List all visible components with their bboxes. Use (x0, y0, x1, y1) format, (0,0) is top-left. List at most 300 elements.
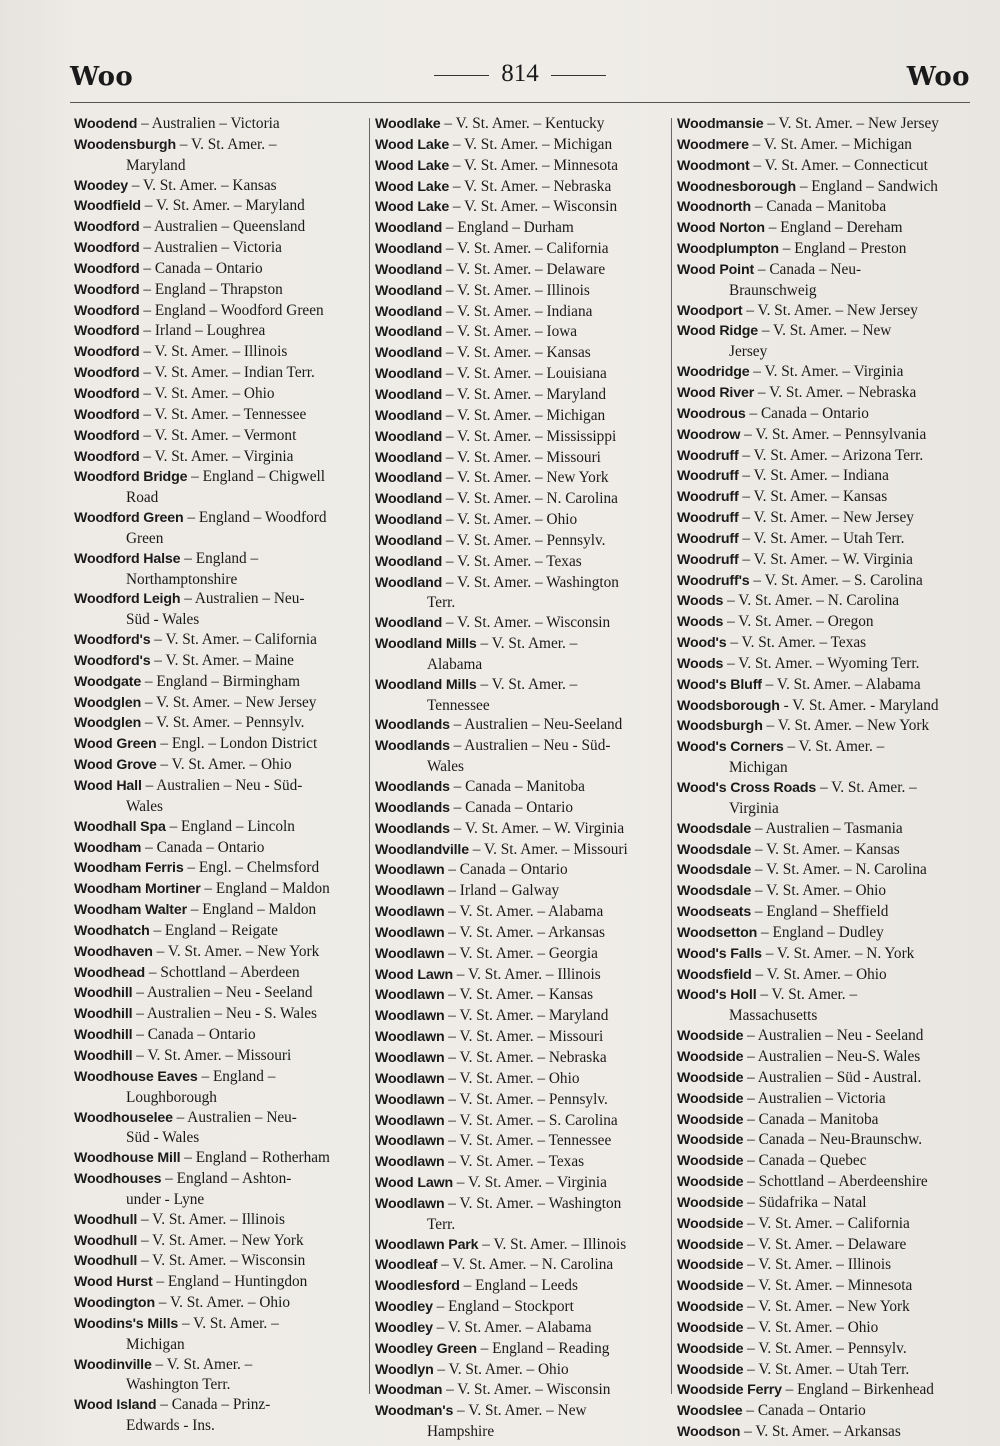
entry-location: – V. St. Amer. – Ohio (751, 882, 887, 900)
entry-continuation: Wales (126, 797, 163, 815)
entry-headword: Woodlands (375, 799, 450, 816)
entry-headword: Woodford (74, 365, 140, 382)
entry-location: – England – Lincoln (165, 817, 295, 835)
entry-location: – V. St. Amer. – Ohio (139, 384, 275, 402)
entry-location: – V. St. Amer. – New (758, 322, 892, 340)
entry-headword: Wood Island (74, 1397, 157, 1414)
entry-headword: Woodford's (74, 632, 151, 649)
list-item (375, 406, 675, 427)
entry-location: – England – (197, 1067, 276, 1085)
list-item (74, 238, 374, 259)
list-item (74, 776, 374, 817)
list-item (375, 736, 675, 777)
entry-headword: Wood's Bluff (677, 676, 762, 693)
list-item (677, 1089, 977, 1110)
list-item (375, 1090, 675, 1111)
list-item (74, 447, 374, 468)
entry-location: – V. St. Amer. – N. Carolina (442, 490, 618, 508)
entry-location: – Australien – Neu - S. Wales (132, 1005, 318, 1023)
entry-location: – V. St. Amer. – Wisconsin (442, 1381, 611, 1399)
list-item (677, 1172, 977, 1193)
list-item (74, 1004, 374, 1025)
entry-headword: Woodland (375, 428, 443, 445)
entry-location: – V. St. Amer. – Kentucky (440, 115, 605, 132)
entry-location: – V. St. Amer. – Texas (444, 1153, 585, 1171)
entry-headword: Woodford (74, 385, 140, 402)
list-item (375, 1360, 675, 1381)
list-item (74, 1355, 374, 1396)
entry-location: – V. St. Amer. – Pennsylv. (743, 1339, 907, 1357)
entry-location: – V. St. Amer. – Ohio (442, 511, 578, 529)
entry-location: – V. St. Amer. – Missouri (132, 1046, 292, 1064)
entry-location: – V. St. Amer. – Indiana (738, 467, 889, 485)
list-item (375, 902, 675, 923)
entry-location: – V. St. Amer. – Missouri (444, 1028, 604, 1046)
entry-headword: Woodhall Spa (74, 818, 166, 835)
entry-headword: Woodford (74, 219, 140, 236)
entry-headword: Woodford (74, 240, 140, 257)
entry-headword: Woodlawn (375, 1008, 445, 1025)
list-item (677, 737, 977, 778)
entry-headword: Woodland Mills (375, 676, 477, 693)
entry-headword: Woodland (375, 345, 443, 362)
list-item (677, 404, 977, 425)
entry-location: – Australien – Victoria (137, 115, 280, 132)
list-item (375, 552, 675, 573)
entry-headword: Woodnesborough (677, 178, 796, 195)
entry-location: – V. St. Amer. – Washington (442, 573, 619, 591)
list-item (74, 672, 374, 693)
entry-location: – V. St. Amer. – Ohio (444, 1069, 580, 1087)
list-item (677, 819, 977, 840)
list-item (74, 1314, 374, 1355)
list-item (74, 1067, 374, 1108)
entry-headword: Woodinville (74, 1356, 152, 1373)
list-item (74, 651, 374, 672)
list-item (677, 944, 977, 965)
entry-location: – V. St. Amer. – Kansas (442, 344, 591, 362)
entry-location: – Engl. – Chelmsford (183, 859, 320, 877)
entry-headword: Wood's Falls (677, 945, 762, 962)
entry-location: – V. St. Amer. – Georgia (444, 944, 598, 962)
entry-location: – England – Maldon (200, 880, 330, 898)
entry-headword: Woodsburgh (677, 718, 763, 735)
entry-location: – V. St. Amer. – Vermont (139, 426, 297, 444)
list-item (74, 508, 374, 549)
list-item (74, 384, 374, 405)
column-1 (74, 114, 374, 1436)
entry-headword: Woodington (74, 1295, 155, 1312)
entry-location: – England – (180, 549, 259, 567)
entry-location: – Canada – Prinz- (156, 1396, 271, 1414)
entry-headword: Wood Hall (74, 778, 142, 794)
entry-location: – V. St. Amer. – Tennessee (444, 1132, 612, 1150)
entry-headword: Woodhull (74, 1253, 138, 1270)
entry-headword: Woodhill (74, 985, 133, 1002)
entry-location: – V. St. Amer. – Michigan (449, 135, 613, 153)
entry-headword: Woodside (677, 1215, 744, 1232)
list-item (677, 1214, 977, 1235)
entry-location: – V. St. Amer. – (476, 675, 578, 693)
list-item (677, 1380, 977, 1401)
entry-headword: Woodlands (375, 779, 450, 795)
list-item (74, 259, 374, 280)
entry-headword: Woodfield (74, 198, 141, 215)
entry-location: – V. St. Amer. – Louisiana (442, 365, 607, 383)
entry-headword: Woodsdale (677, 862, 752, 879)
list-item (677, 716, 977, 737)
list-item (375, 881, 675, 902)
entry-headword: Woodham Mortiner (74, 881, 201, 898)
entry-location: – V. St. Amer. – Pennsylv. (444, 1090, 608, 1108)
entry-headword: Wood Lawn (375, 966, 453, 983)
entry-headword: Woodman (375, 1382, 443, 1399)
list-item (677, 1235, 977, 1256)
entry-location: – V. St. Amer. – Indian Terr. (139, 364, 315, 382)
entry-headword: Woodford (74, 281, 140, 298)
entry-location: – England – Dereham (764, 219, 903, 237)
list-item (375, 343, 675, 364)
entry-location: – V. St. Amer. – Texas (442, 552, 582, 570)
entry-headword: Woods (677, 655, 724, 672)
list-item (677, 425, 977, 446)
list-item (677, 1130, 977, 1151)
entry-headword: Woodlawn (375, 987, 445, 1004)
list-item (375, 1027, 675, 1048)
entry-location: – Canada – Ontario (139, 259, 263, 277)
entry-headword: Woodford Leigh (74, 591, 181, 608)
entry-location: – V. St. Amer. – Michigan (748, 135, 912, 153)
entry-location: – Canada – Neu-Braunschw. (743, 1131, 923, 1149)
entry-headword: Wood Grove (74, 757, 157, 774)
list-item (74, 693, 374, 714)
entry-location: – V. St. Amer. – Maryland (442, 385, 606, 403)
entry-headword: Woodhill (74, 1047, 133, 1064)
list-item (375, 715, 675, 736)
entry-location: – V. St. Amer. – New Jersey (141, 693, 317, 711)
list-item (375, 777, 675, 798)
list-item (677, 114, 977, 135)
list-item (375, 1069, 675, 1090)
list-item (677, 1422, 977, 1443)
list-item (677, 860, 977, 881)
entry-location: – Australien – Neu - Süd- (141, 777, 303, 794)
list-item (375, 510, 675, 531)
list-item (677, 1193, 977, 1214)
entry-location: – V. St. Amer. – Washington (444, 1194, 622, 1212)
entry-headword: Woodside (677, 1090, 744, 1107)
entry-location: – V. St. Amer. – (175, 135, 277, 153)
entry-location: – Canada – Ontario (742, 1402, 866, 1420)
entry-location: – Canada – Manitoba (743, 1110, 879, 1128)
list-item (74, 1148, 374, 1169)
entry-headword: Woodsetton (677, 924, 758, 941)
entry-location: – V. St. Amer. – Maine (150, 651, 294, 669)
entry-location: – V. St. Amer. – W. Virginia (449, 819, 625, 837)
list-item (74, 630, 374, 651)
entry-headword: Woodsfield (677, 966, 752, 983)
dash-left (434, 75, 489, 76)
entry-headword: Woodlesford (375, 1278, 460, 1295)
entry-headword: Woodhouse Eaves (74, 1068, 198, 1085)
list-item (677, 1255, 977, 1276)
entry-headword: Woodford (74, 302, 140, 319)
entry-headword: Wood's Holl (677, 987, 757, 1004)
entry-headword: Woodside (677, 1111, 744, 1128)
entry-continuation: Washington Terr. (126, 1376, 231, 1394)
entry-location: – V. St. Amer. – Virginia (452, 1174, 607, 1192)
entry-headword: Woodnorth (677, 199, 752, 216)
entry-headword: Woodham Walter (74, 902, 187, 919)
entry-location: – V. St. Amer. – Arkansas (444, 923, 605, 941)
list-item (677, 156, 977, 177)
list-item (375, 1194, 675, 1235)
entry-continuation: Road (126, 489, 159, 507)
entry-location: – V. St. Amer. – Mississippi (442, 427, 617, 445)
list-item (677, 881, 977, 902)
entry-headword: Woodland (375, 553, 443, 570)
list-item (677, 260, 977, 301)
entry-headword: Woodside (677, 1174, 744, 1191)
list-item (375, 613, 675, 634)
list-item (677, 1276, 977, 1297)
entry-continuation: Michigan (729, 759, 788, 777)
entry-location: – Australien – Tasmania (751, 819, 903, 837)
entry-location: – V. St. Amer. – Wyoming Terr. (723, 654, 920, 672)
entry-headword: Woodside (677, 1257, 744, 1274)
entry-continuation: Massachusetts (729, 1007, 818, 1025)
entry-headword: Woodland (375, 303, 443, 320)
entry-location: – V. St. Amer. – (476, 635, 578, 653)
entry-location: – Canada – Quebec (743, 1152, 867, 1170)
entry-location: – V. St. Amer. – Delaware (442, 260, 606, 278)
entry-location: – V. St. Amer. – Utah Terr. (743, 1360, 910, 1378)
list-item (375, 1235, 675, 1256)
entry-headword: Woodside Ferry (677, 1382, 782, 1399)
entry-continuation: Wales (427, 758, 464, 776)
entry-location: – England – Stockport (432, 1298, 574, 1316)
entry-location: – V. St. Amer. – Nebraska (449, 177, 612, 195)
page-number: 814 (501, 60, 539, 87)
list-item (375, 573, 675, 614)
entry-headword: Woodland (375, 512, 443, 529)
list-item (74, 363, 374, 384)
list-item (677, 177, 977, 198)
entry-headword: Woodruff (677, 489, 739, 506)
entry-headword: Woodley Green (375, 1340, 477, 1357)
list-item (74, 713, 374, 734)
entry-location: – V. St. Amer. – Michigan (442, 406, 606, 424)
list-item (74, 1025, 374, 1046)
entry-headword: Woodruff (677, 510, 739, 527)
entry-location: – V. St. Amer. – California (150, 631, 317, 649)
entry-location: – Australien – Victoria (139, 239, 282, 257)
entry-headword: Woodruff (677, 530, 739, 547)
list-item (74, 755, 374, 776)
entry-continuation: Tennessee (427, 696, 490, 714)
entry-headword: Woodford Green (74, 510, 184, 527)
list-item (375, 364, 675, 385)
entry-headword: Woodgate (74, 673, 142, 690)
list-item (375, 281, 675, 302)
list-item (677, 1151, 977, 1172)
entry-location: – V. St. Amer. – New (453, 1402, 587, 1420)
entry-headword: Woodlandville (375, 841, 469, 858)
list-item (74, 196, 374, 217)
entry-headword: Woodford (74, 344, 140, 361)
list-item (375, 1297, 675, 1318)
entry-headword: Woodland (375, 366, 443, 383)
entry-continuation: Edwards - Ins. (126, 1417, 215, 1435)
entry-headword: Woodseats (677, 904, 752, 921)
entry-headword: Woodmont (677, 157, 750, 174)
list-item (677, 1401, 977, 1422)
entry-headword: Woodland (375, 282, 443, 299)
entry-headword: Woodley (375, 1299, 433, 1316)
entry-location: – Australien – Neu - Süd- (449, 737, 611, 755)
entry-headword: Woodlawn Park (375, 1236, 479, 1253)
list-item (677, 239, 977, 260)
list-item (677, 466, 977, 487)
entry-location: - V. St. Amer. - Maryland (779, 696, 939, 714)
entry-location: – England – Sheffield (751, 903, 889, 921)
entry-location: – Irland – Galway (444, 882, 560, 900)
list-item (677, 1339, 977, 1360)
entry-location: – V. St. Amer. – New York (137, 1231, 304, 1249)
entry-headword: Woodside (677, 1069, 744, 1086)
entry-location: – Irland – Loughrea (139, 322, 266, 340)
entry-headword: Woodside (677, 1278, 744, 1295)
entry-continuation: Süd - Wales (126, 611, 200, 629)
entry-headword: Woodhouses (74, 1171, 162, 1188)
entry-headword: Woodland (375, 324, 443, 341)
entry-location: – Canada – Manitoba (449, 778, 585, 795)
entry-headword: Woodland (375, 449, 443, 466)
entry-headword: Woodson (677, 1424, 741, 1441)
list-item (74, 549, 374, 590)
list-item (375, 840, 675, 861)
entry-headword: Woodruff (677, 551, 739, 568)
entry-location: – Canada – Ontario (745, 404, 869, 422)
list-item (375, 819, 675, 840)
entry-location: – V. St. Amer. – Ohio (156, 756, 292, 774)
entry-location: – V. St. Amer. – Nebraska (444, 1048, 607, 1066)
entry-headword: Woodman's (375, 1403, 454, 1420)
list-item (677, 362, 977, 383)
list-item (677, 654, 977, 675)
entry-location: – V. St. Amer. – Pennsylvania (740, 425, 927, 443)
entry-headword: Woodruff (677, 447, 739, 464)
entry-location: – England – Huntingdon (152, 1273, 308, 1291)
entry-continuation: Terr. (427, 594, 456, 612)
entry-continuation: Green (126, 529, 164, 547)
entry-headword: Woodford (74, 427, 140, 444)
entry-headword: Woodglen (74, 694, 142, 711)
entry-headword: Woodrow (677, 426, 741, 443)
entry-location: – V. St. Amer. – Alabama (444, 903, 604, 921)
list-item (74, 942, 374, 963)
entry-headword: Woods (677, 593, 724, 610)
entry-headword: Woodins's Mills (74, 1315, 179, 1332)
entry-headword: Woodhatch (74, 922, 150, 939)
entry-headword: Woodlawn (375, 1195, 445, 1212)
entry-headword: Wood Lake (375, 157, 450, 174)
entry-location: – V. St. Amer. – (151, 1355, 253, 1373)
entry-headword: Woodland (375, 241, 443, 258)
entry-location: – V. St. Amer. – Virginia (139, 447, 294, 465)
list-item (74, 135, 374, 176)
entry-headword: Woodford (74, 260, 140, 277)
entry-location: – V. St. Amer. – Illinois (452, 965, 601, 983)
list-item (375, 1131, 675, 1152)
list-item (74, 176, 374, 197)
entry-location: – England – Birmingham (141, 672, 301, 690)
entry-headword: Woodsdale (677, 883, 752, 900)
list-item (375, 1276, 675, 1297)
entry-continuation: Jersey (729, 343, 768, 361)
list-item (375, 1006, 675, 1027)
entry-continuation: Alabama (427, 655, 483, 673)
entry-headword: Woodham (74, 839, 142, 856)
list-item (677, 778, 977, 819)
entry-location: – England – Birkenhead (781, 1381, 934, 1399)
entry-location: – V. St. Amer. – New Jersey (763, 115, 939, 132)
entry-location: – England – Woodford (183, 509, 327, 527)
entry-headword: Woodley (375, 1319, 433, 1336)
entry-location: – England – Dudley (757, 923, 884, 941)
entry-headword: Woodland (375, 261, 443, 278)
entry-location: – V. St. Amer. – New York (152, 942, 320, 960)
entry-location: – V. St. Amer. – N. Carolina (437, 1256, 614, 1274)
entry-headword: Woodlawn (375, 1154, 445, 1171)
entry-location: – Schottland – Aberdeen (145, 963, 300, 981)
entry-headword: Wood Lawn (375, 1175, 453, 1192)
entry-location: – V. St. Amer. – Nebraska (754, 383, 917, 401)
entry-location: – Canada – Manitoba (751, 198, 887, 216)
list-item (677, 508, 977, 529)
entry-location: – England – Maldon (186, 901, 317, 919)
list-item (375, 489, 675, 510)
list-item (375, 634, 675, 675)
dash-right (551, 75, 606, 76)
list-item (677, 902, 977, 923)
entry-location: – England – Sandwich (796, 177, 938, 195)
entry-location: – V. St. Amer. – Kansas (738, 488, 888, 506)
entry-headword: Woodhouse Mill (74, 1150, 181, 1167)
entry-location: – Canada – Neu- (754, 260, 862, 278)
entry-location: – V. St. Amer. – Maryland (444, 1007, 609, 1025)
list-item (677, 321, 977, 362)
entry-headword: Woodland (375, 615, 443, 632)
entry-headword: Woodside (677, 1236, 744, 1253)
entry-location: – V. St. Amer. – W. Virginia (738, 550, 913, 568)
list-item (375, 944, 675, 965)
entry-headword: Wood's Cross Roads (677, 780, 817, 796)
entry-headword: Woodlands (375, 820, 450, 837)
list-item (74, 114, 374, 135)
entry-headword: Woodside (677, 1048, 744, 1065)
list-item (375, 135, 675, 156)
entry-location: – Australien – Queensland (139, 218, 306, 236)
entry-location: – England – Woodford Green (139, 301, 324, 319)
entry-headword: Woodford's (74, 652, 151, 669)
entry-headword: Wood Hurst (74, 1274, 153, 1291)
entry-location: – V. St. Amer. – Virginia (749, 363, 904, 381)
entry-headword: Wood River (677, 384, 755, 401)
entry-location: – V. St. Amer. – New York (762, 717, 930, 735)
entry-location: – V. St. Amer. – Minnesota (449, 156, 619, 174)
entry-location: – V. St. Amer. – Kansas (751, 840, 900, 858)
